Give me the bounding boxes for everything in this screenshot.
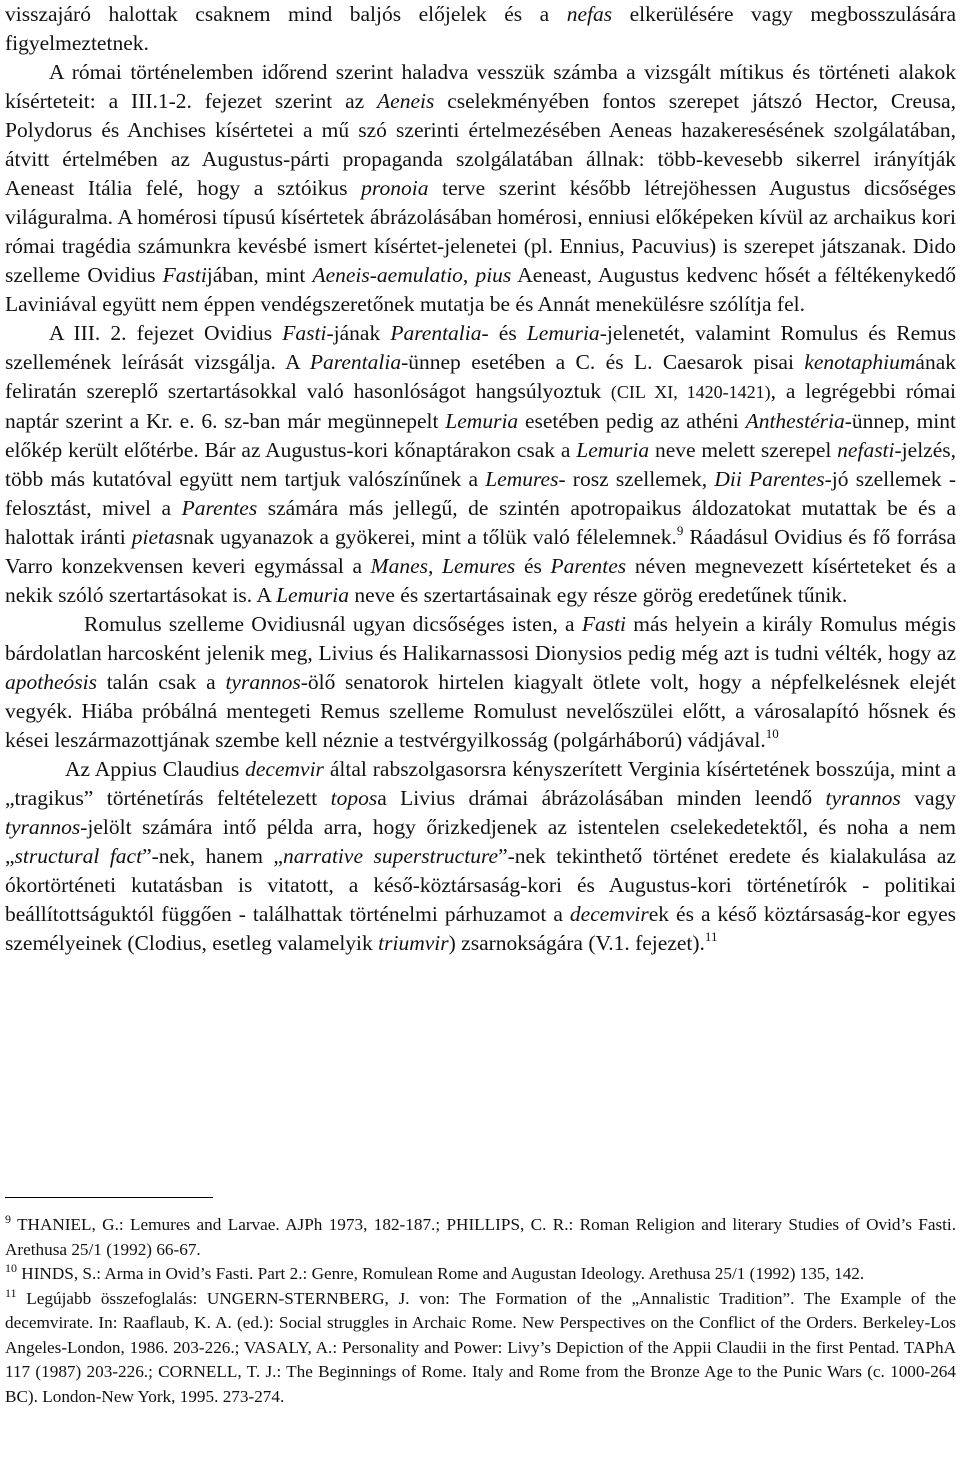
footnote-number: 11 <box>5 1285 17 1300</box>
italic-run: Anthestéria <box>745 409 845 433</box>
footnotes <box>5 1213 956 1409</box>
footnote-10 <box>5 1262 956 1287</box>
text-run: nak ugyanazok a gyökerei, mint a tőlük való félelemnek. <box>183 525 677 549</box>
footnote-ref: 10 <box>765 726 779 741</box>
footnote-separator <box>5 1197 213 1198</box>
italic-run: structural fact <box>14 844 143 868</box>
text-run: által rabszolgasorsra kényszerített Verginia kísértetének bosszúja, mint a „tragikus” történetírás feltételezett <box>5 757 956 810</box>
text-run: -jelzés, több más kutatóval együtt nem tartjuk valószínűnek a <box>5 438 956 491</box>
text-run: visszajáró halottak csaknem mind baljós előjelek és a <box>5 2 567 26</box>
footnote-text: Legújabb összefoglalás: UNGERN-STERNBERG, J. von: The Formation of the „Annalistic Tradition”. The Example of the decemvirate. In: Raaflaub, K. A. (ed.): Social struggles in Archaic Rome. New Perspectives on the Conflict of the Orders. Berkeley-Los Angeles-London, 1986. 203-226.; VASALY, A.: Personality and Power: Livy’s Depiction of the Appii Claudii in the first Pentad. TAPhA 117 (1987) 203-226.; CORNELL, T. J.: The Beginnings of Rome. Italy and Rome from the Bronze Age to the Punic Wars (c. 1000-264 BC). London-New York, 1995. 273-274. <box>5 1288 956 1406</box>
text-run: cselekményében fontos szerepet játszó Hector, Creusa, Polydorus és Anchises kísértetei a mű szó szerinti értelmezésében Aeneas hazakeresésének szolgálatában, átvitt értelmében az Augustus-párti propaganda szolgálatában állnak: több-kevesebb sikerrel irányítják Aeneast Itália felé, hogy a sztóikus <box>5 89 956 200</box>
footnote-number: 10 <box>5 1261 17 1275</box>
text-run: -ünnep, mint előkép került előtérbe. Bár az Augustus-kori kőnaptárakon csak a <box>5 409 957 462</box>
text-run: talán csak a <box>96 670 226 694</box>
italic-run: Lemuria <box>445 409 519 433</box>
footnote-ref: 9 <box>676 523 684 538</box>
italic-run: Parentes <box>181 496 258 520</box>
footnote-number: 9 <box>5 1212 11 1226</box>
text-run: ”-nek tekinthető történet eredete és kialakulása az ókortörténeti kutatásban is vitatott, a késő-köztársaság-kori és Augustus-kori történetírók - politikai beállítottságuktól függően - találhattak történelmi párhuzamot a <box>5 844 956 926</box>
text-run: jában, mint <box>206 263 313 287</box>
italic-run: Lemuria <box>576 438 650 462</box>
text-run: -jelölt számára intő példa arra, hogy őrizkedjenek az istentelen cselekedetektől, és noha a nem „ <box>5 815 956 868</box>
text-run: és <box>515 554 551 578</box>
text-run: , <box>462 263 476 287</box>
italic-run: kenotaphium <box>804 350 916 374</box>
italic-run: apotheósis <box>5 670 97 694</box>
italic-run: pronoia <box>361 176 429 200</box>
text-run: neve melett szerepel <box>649 438 838 462</box>
text-run: - rosz szellemek, <box>558 467 715 491</box>
text-run: ) zsarnokságára (V.1. fejezet). <box>448 931 705 955</box>
text-run: Aeneast, Augustus kedvenc hősét a féltékenykedő Laviniával együtt nem éppen vendégszeretőnek mutatja be és Annát menekülésre szólítja fel. <box>5 263 956 316</box>
footnote-text: HINDS, S.: Arma in Ovid’s Fasti. Part 2.: Genre, Romulean Rome and Augustan Ideology. Arethusa 25/1 (1992) 135, 142. <box>21 1264 865 1283</box>
italic-run: Fasti <box>282 321 327 345</box>
text-run: neve és szertartásainak egy része görög eredetűnek tűnik. <box>348 583 848 607</box>
footnote-9 <box>5 1213 956 1262</box>
paragraph-5 <box>5 755 956 958</box>
text-run: -ünnep esetében a C. és L. Caesarok pisai <box>401 350 805 374</box>
text-run: -ölő senatorok hirtelen kiagyalt ötlete volt, hogy a népfelkelésnek elejét vegyék. Hiába próbálná mentegeti Remus szelleme Romulust nevelőszülei előtt, a városalapító hősnek és kései leszármazottjának szembe kell néznie a testvérgyilkosság (polgárháború) vádjával. <box>5 670 956 752</box>
text-run: , a legrégebbi római naptár szerint a Kr. e. 6. sz-ban már megünnepelt <box>5 379 956 433</box>
italic-run: Lemuria <box>276 583 349 607</box>
italic-run: Parentalia <box>390 321 482 345</box>
text-run: A római történelemben időrend szerint haladva vesszük számba a vizsgált mítikus és történeti alakok kísérteteit: a III.1-2. fejezet szerint az <box>5 60 956 113</box>
italic-run: Parentalia <box>309 350 402 374</box>
italic-run: pietas <box>131 525 184 549</box>
text-run: -jának <box>326 321 391 345</box>
italic-run: tyrannos <box>5 815 81 839</box>
italic-run: nefas <box>566 2 613 26</box>
text-run: néven megnevezett kísérteteket és a nekik szóló szertartásokat is. A <box>5 554 956 607</box>
text-run: elkerülésére vagy megbosszulására figyelmeztetnek. <box>5 2 957 55</box>
italic-run: Lemuria <box>526 321 600 345</box>
text-run: számára más jellegű, de szintén apotropaikus áldozatokat mutattak be és a halottak iránti <box>5 496 956 549</box>
paragraph-3 <box>5 319 956 610</box>
text-run: -jó szellemek - felosztást, mivel a <box>5 467 957 520</box>
italic-run: tyrannos <box>225 670 301 694</box>
citation-run: (CIL XI, 1420-1421) <box>610 382 771 402</box>
italic-run: decemvir <box>245 757 324 781</box>
italic-run: decemvir <box>569 902 649 926</box>
text-run: Az Appius Claudius <box>65 757 246 781</box>
paragraph-1 <box>5 0 956 58</box>
text-run: más helyein a király Romulus mégis bárdolatlan harcosként jelenik meg, Livius és Halikarnassosi Dionysios pedig még azt is tudni vélték, hogy az <box>5 612 956 665</box>
paragraph-2 <box>5 58 956 319</box>
text-run: - és <box>481 321 527 345</box>
italic-run: Aeneis-aemulatio <box>312 263 463 287</box>
italic-run: tyrannos <box>825 786 901 810</box>
body-text <box>5 0 956 958</box>
italic-run: triumvir <box>378 931 449 955</box>
italic-run: Lemures <box>485 467 559 491</box>
italic-run: Dii Parentes <box>714 467 825 491</box>
text-run: -jelenetét, valamint Romulus és Remus szellemének leírását vizsgálja. A <box>5 321 957 374</box>
italic-run: topos <box>330 786 378 810</box>
text-run: A III. 2. fejezet Ovidius <box>49 321 283 345</box>
italic-run: Fasti <box>581 612 627 636</box>
italic-run: Fasti <box>162 263 207 287</box>
italic-run: Aeneis <box>377 89 435 113</box>
text-run: ”-nek, hanem „ <box>142 844 283 868</box>
footnote-text: THANIEL, G.: Lemures and Larvae. AJPh 1973, 182-187.; PHILLIPS, C. R.: Roman Religion and literary Studies of Ovid’s Fasti. Arethusa 25/1 (1992) 66-67. <box>5 1215 956 1259</box>
text-run: a Livius drámai ábrázolásában minden leendő <box>377 786 826 810</box>
text-run: ának feliratán szereplő szertartásokkal való hasonlóságot hangsúlyoztuk <box>5 350 956 403</box>
footnote-ref: 11 <box>704 929 718 944</box>
italic-run: pius <box>475 263 512 287</box>
italic-run: nefasti <box>837 438 895 462</box>
text-run: vagy <box>900 786 956 810</box>
text-run: ek és a késő köztársaság-kor egyes személyeinek (Clodius, esetleg valamelyik <box>5 902 956 955</box>
text-run: terve szerint később létrejöhessen Augustus dicsőséges világuralma. A homérosi típusú kísértetek ábrázolásában homérosi, enniusi előképeken kívül az archaikus kori római tragédia számunkra kevésbé ismert kísértet-jelenetei (pl. Ennius, Pacuvius) is szerepet játszanak. Dido szelleme Ovidius <box>5 176 956 287</box>
italic-run: Manes, Lemures <box>370 554 516 578</box>
italic-run: Parentes <box>550 554 627 578</box>
footnote-11 <box>5 1287 956 1410</box>
text-run: esetében pedig az athéni <box>518 409 746 433</box>
text-run: Romulus szelleme Ovidiusnál ugyan dicsőséges isten, a <box>84 612 582 636</box>
text-run: Ráadásul Ovidius és fő forrása Varro konzekvensen keveri egymással a <box>5 525 957 578</box>
italic-run: narrative superstructure <box>282 844 499 868</box>
paragraph-4 <box>5 610 956 755</box>
